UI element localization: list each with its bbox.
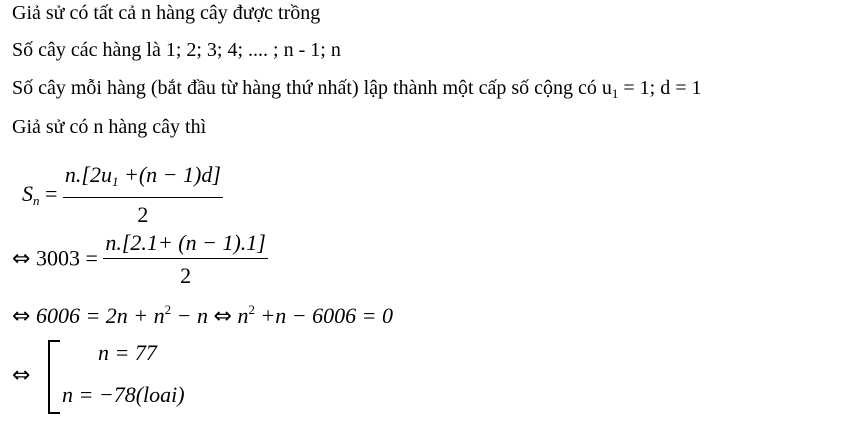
statement-line-3 <box>12 77 702 102</box>
step1-lhs: 3003 = <box>35 245 98 271</box>
sn-symbol: S <box>22 181 33 207</box>
step2-part-a: 6006 = 2n + n <box>35 303 165 328</box>
fraction-sum <box>63 160 223 232</box>
fraction-sum-denominator: 2 <box>137 202 149 227</box>
sn-subscript: n <box>33 193 40 209</box>
line3-subscript: 1 <box>611 86 619 101</box>
step2-square-2: 2 <box>248 302 255 317</box>
statement-line-4: Giả sử có n hàng cây thì <box>12 116 207 138</box>
equivalence-icon: ⇔ <box>12 246 31 272</box>
statement-line-2: Số cây các hàng là 1; 2; 3; 4; .... ; n - 1; n <box>12 39 341 61</box>
fraction-step-1 <box>103 228 267 293</box>
case-solution-2: n = −78(loai) <box>62 382 185 407</box>
equivalence-icon: ⇔ <box>213 304 232 329</box>
formula-step-1 <box>12 228 268 293</box>
step2-part-c: n <box>231 303 249 328</box>
case-bracket <box>48 340 60 414</box>
step2-square-1: 2 <box>164 302 172 317</box>
fraction-step-1-numerator: n.[2.1+ (n − 1).1] <box>103 228 267 259</box>
case-solution-1: n = 77 <box>98 340 157 365</box>
fraction-sum-numerator: $n.[2u_1 +(n - 1)d]$ <box>63 160 223 198</box>
statement-line-1: Giả sử có tất cả n hàng cây được trồng <box>12 2 321 24</box>
equivalence-icon: ⇔ <box>12 304 31 329</box>
formula-sum <box>22 160 223 232</box>
line3-tail: = 1; d = 1 <box>618 77 702 99</box>
formula-step-2 <box>12 302 393 329</box>
step2-part-d: +n − 6006 = 0 <box>254 303 393 328</box>
equivalence-icon-cases <box>12 362 30 388</box>
equivalence-icon: ⇔ <box>12 363 31 388</box>
line3-main: Số cây mỗi hàng (bắt đầu từ hàng thứ nhất) lập thành một cấp số cộng có u <box>12 77 612 99</box>
equals-sign: = <box>45 181 58 207</box>
fraction-step-1-denominator: 2 <box>180 263 192 288</box>
step2-part-b: − n <box>171 303 214 328</box>
